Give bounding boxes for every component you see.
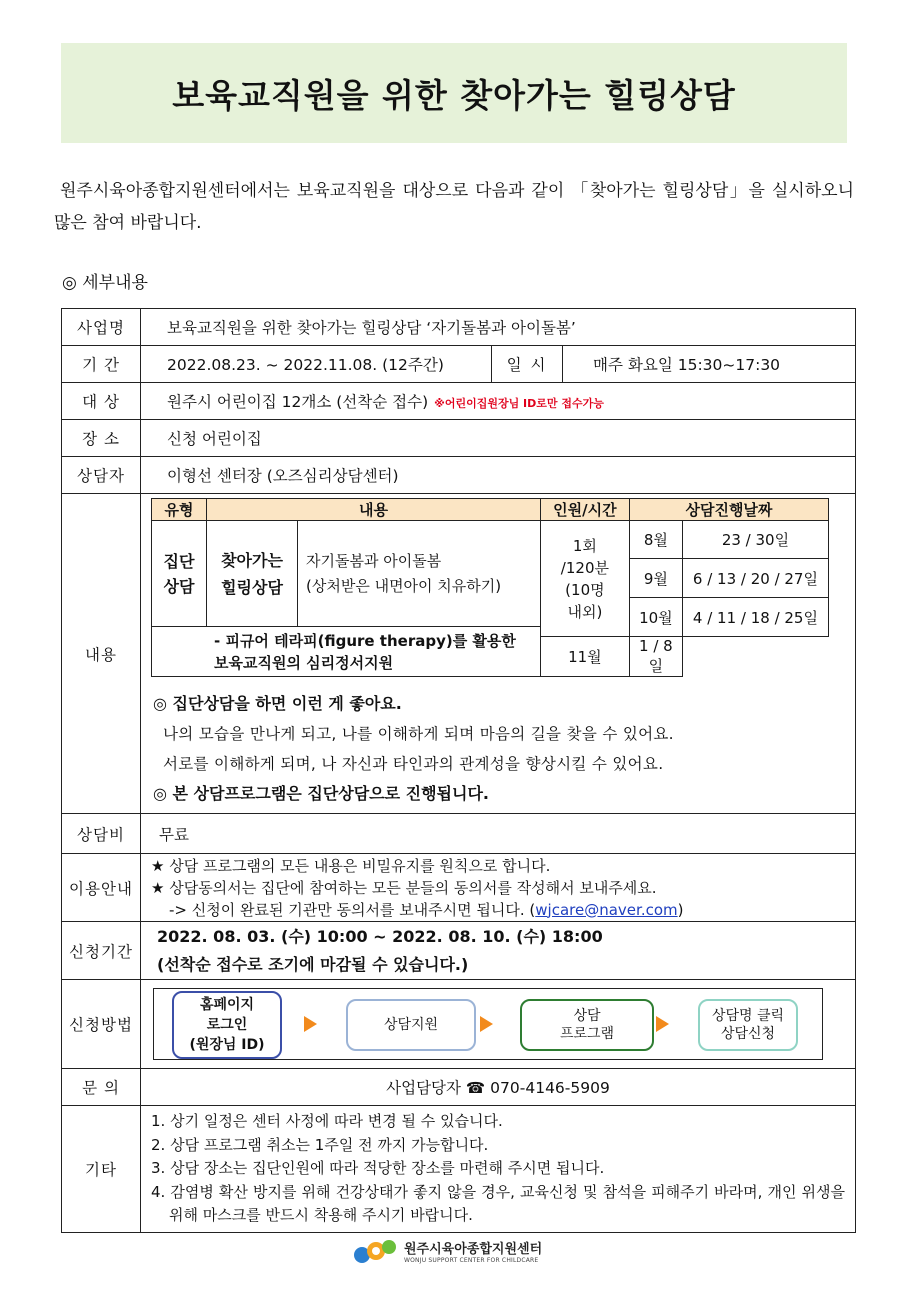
place-value: 신청 어린이집 bbox=[141, 420, 856, 457]
benefit-heading: ◎ 집단상담을 하면 이런 게 좋아요. bbox=[153, 694, 402, 713]
time-label: 일 시 bbox=[492, 346, 563, 383]
guide-line-3-text: -> 신청이 완료된 기관만 동의서를 보내주시면 됩니다. ( bbox=[169, 900, 536, 919]
content-label: 내용 bbox=[62, 494, 141, 814]
guide-cell bbox=[141, 854, 856, 922]
program-name-cell: 찾아가는 힐링상담 bbox=[207, 521, 298, 627]
month-cell: 10월 bbox=[629, 598, 682, 637]
fee-label: 상담비 bbox=[62, 814, 141, 854]
etc-item-1: 1. 상기 일정은 센터 사정에 따라 변경 될 수 있습니다. bbox=[151, 1112, 503, 1130]
etc-item-2: 2. 상담 프로그램 취소는 1주일 전 까지 가능합니다. bbox=[151, 1135, 489, 1154]
month-cell: 9월 bbox=[629, 559, 682, 598]
content-cell bbox=[141, 494, 856, 814]
arrow-icon bbox=[480, 1016, 493, 1032]
dates-cell: 4 / 11 / 18 / 25일 bbox=[682, 598, 828, 637]
guide-line-2: ★ 상담동의서는 집단에 참여하는 모든 분들의 동의서를 작성해서 보내주세요. bbox=[151, 878, 657, 897]
month-cell: 8월 bbox=[629, 521, 682, 559]
title-banner bbox=[61, 43, 847, 143]
benefit-line-1: 나의 모습을 만나게 되고, 나를 이해하게 되며 마음의 길을 찾을 수 있어요. bbox=[163, 725, 674, 743]
apply-period-line-2: (선착순 접수로 조기에 마감될 수 있습니다.) bbox=[157, 954, 469, 974]
org-logo-icon bbox=[352, 1235, 400, 1267]
arrow-icon bbox=[304, 1016, 317, 1032]
group-note: ◎ 본 상담프로그램은 집단상담으로 진행됩니다. bbox=[153, 784, 489, 803]
contact-value: 사업담당자 ☎ 070-4146-5909 bbox=[141, 1069, 856, 1106]
contact-label: 문 의 bbox=[62, 1069, 141, 1106]
section-heading: ◎ 세부내용 bbox=[62, 273, 148, 293]
counselor-label: 상담자 bbox=[62, 457, 141, 494]
arrow-icon bbox=[656, 1016, 669, 1032]
schedule-table bbox=[151, 498, 829, 677]
guide-line-3-end: ) bbox=[677, 900, 684, 919]
org-name-en: WONJU SUPPORT CENTER FOR CHILDCARE bbox=[404, 1257, 539, 1264]
org-name: 원주시육아종합지원센터 bbox=[404, 1242, 543, 1257]
footer-logo bbox=[352, 1235, 542, 1267]
target-note: ※어린이집원장님 ID로만 접수가능 bbox=[434, 397, 604, 410]
fee-value: 무료 bbox=[141, 814, 856, 854]
apply-method-label: 신청방법 bbox=[62, 980, 141, 1069]
page-title: 보육교직원을 위한 찾아가는 힐링상담 bbox=[172, 75, 736, 115]
etc-item-3: 3. 상담 장소는 집단인원에 따라 적당한 장소를 마련해 주시면 됩니다. bbox=[151, 1159, 605, 1177]
intro-paragraph: 원주시육아종합지원센터에서는 보육교직원을 대상으로 다음과 같이 「찾아가는 힐링상담」을 실시하오니 많은 참여 바랍니다. bbox=[54, 181, 854, 233]
target-value: 원주시 어린이집 12개소 (선착순 접수) bbox=[167, 393, 429, 411]
etc-label: 기타 bbox=[62, 1106, 141, 1233]
step-apply: 상담명 클릭 상담신청 bbox=[698, 999, 798, 1051]
header-content: 내용 bbox=[207, 499, 541, 521]
month-cell: 11월 bbox=[540, 637, 629, 677]
step-counsel-support: 상담지원 bbox=[346, 999, 476, 1051]
header-capacity: 인원/시간 bbox=[540, 499, 629, 521]
apply-method-cell bbox=[141, 980, 856, 1069]
program-value: 보육교직원을 위한 찾아가는 힐링상담 ‘자기돌봄과 아이돌봄’ bbox=[141, 309, 856, 346]
program-label: 사업명 bbox=[62, 309, 141, 346]
period-value: 2022.08.23. ~ 2022.11.08. (12주간) bbox=[141, 346, 492, 383]
dates-cell: 1 / 8일 bbox=[629, 637, 682, 677]
place-label: 장 소 bbox=[62, 420, 141, 457]
guide-line-1: ★ 상담 프로그램의 모든 내용은 비밀유지를 원칙으로 합니다. bbox=[151, 856, 551, 875]
counselor-value: 이형선 센터장 (오즈심리상담센터) bbox=[141, 457, 856, 494]
apply-flow bbox=[153, 988, 823, 1060]
details-table bbox=[61, 308, 856, 1233]
type-cell: 집단 상담 bbox=[152, 521, 207, 627]
email-link[interactable]: wjcare@naver.com bbox=[535, 900, 678, 919]
time-value: 매주 화요일 15:30~17:30 bbox=[563, 346, 856, 383]
apply-period-label: 신청기간 bbox=[62, 922, 141, 980]
period-label: 기 간 bbox=[62, 346, 141, 383]
etc-item-4: 4. 감염병 확산 방지를 위해 건강상태가 좋지 않을 경우, 교육신청 및 참석을 피해주기 바라며, 개인 위생을 위해 마스크를 반드시 착용해 주시기 바랍니다. bbox=[151, 1182, 845, 1224]
dates-cell: 23 / 30일 bbox=[682, 521, 828, 559]
benefit-line-2: 서로를 이해하게 되며, 나 자신과 타인과의 관계성을 향상시킬 수 있어요. bbox=[163, 755, 664, 773]
guide-line-3 bbox=[151, 899, 845, 921]
target-cell bbox=[141, 383, 856, 420]
header-type: 유형 bbox=[152, 499, 207, 521]
header-dates: 상담진행날짜 bbox=[629, 499, 828, 521]
apply-period-cell bbox=[141, 922, 856, 980]
topic-note-cell: - 피규어 테라피(figure therapy)를 활용한 보육교직원의 심리정서지원 bbox=[152, 627, 541, 677]
dates-cell: 6 / 13 / 20 / 27일 bbox=[682, 559, 828, 598]
topic-cell: 자기돌봄과 아이돌봄 (상처받은 내면아이 치유하기) bbox=[298, 521, 541, 627]
step-program: 상담 프로그램 bbox=[520, 999, 654, 1051]
etc-cell bbox=[141, 1106, 856, 1233]
capacity-cell: 1회 /120분 (10명 내외) bbox=[540, 521, 629, 637]
step-login: 홈페이지 로그인 (원장님 ID) bbox=[172, 991, 282, 1059]
guide-label: 이용안내 bbox=[62, 854, 141, 922]
target-label: 대 상 bbox=[62, 383, 141, 420]
apply-period-line-1: 2022. 08. 03. (수) 10:00 ~ 2022. 08. 10. (수) 18:00 bbox=[157, 926, 603, 946]
